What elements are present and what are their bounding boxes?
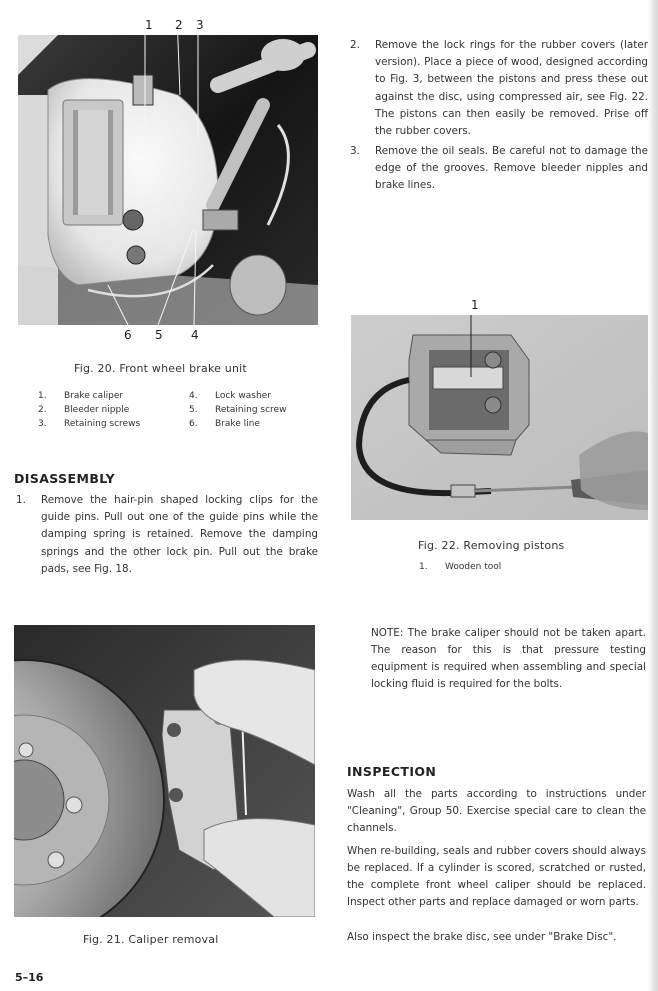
figure-22-legend (419, 560, 570, 574)
legend-num: 3. (38, 419, 47, 429)
page-edge-shadow (648, 0, 658, 991)
step-number: 1. (16, 494, 26, 506)
brake-unit-illustration (18, 35, 318, 325)
note-paragraph: NOTE: The brake caliper should not be taken apart. The reason for this is that pressure testing equipment is required when assembling and special locking fluid is required for the bolts. (371, 627, 646, 690)
inspection-paragraph-3: Also inspect the brake disc, see under "Brake Disc". (347, 931, 617, 943)
legend-label: Wooden tool (445, 562, 502, 572)
legend-num: 5. (189, 405, 198, 415)
inspection-heading: INSPECTION (347, 764, 437, 779)
inspection-paragraph-1: Wash all the parts according to instructions under "Cleaning", Group 50. Exercise special care to clean the channels. (347, 788, 646, 834)
step-text: Remove the oil seals. Be careful not to damage the edge of the grooves. Remove bleeder nipples and brake lines. (375, 145, 648, 192)
caliper-removal-illustration (14, 625, 315, 917)
inspection-paragraph-2: When re-building, seals and rubber covers should always be replaced. If a cylinder is scored, scratched or rusted, the complete front wheel caliper should be replaced. Inspect other parts and replace damaged or worn parts. (347, 845, 646, 908)
legend-num: 4. (189, 391, 198, 401)
callout-1: 1 (471, 298, 479, 312)
legend-label: Lock washer (215, 391, 271, 401)
legend-label: Retaining screw (215, 405, 287, 415)
legend-num: 1. (38, 391, 47, 401)
step-number: 2. (350, 39, 360, 51)
callout-5: 5 (155, 328, 163, 342)
callout-1: 1 (145, 18, 153, 32)
legend-num: 1. (419, 562, 428, 572)
legend-label: Retaining screws (64, 419, 141, 429)
page-number: 5–16 (15, 971, 44, 984)
step-text: Remove the hair-pin shaped locking clips for the guide pins. Pull out one of the guide pins while the damping spring is retained. Remove the damping springs and the other lock pin. Pull out the brake pads, see Fig. 18. (41, 494, 318, 575)
legend-label: Brake line (215, 419, 260, 429)
front-wheel-brake-unit-photo (18, 35, 318, 325)
step-number: 3. (350, 145, 360, 157)
disassembly-step-2 (350, 37, 648, 142)
figure-20-caption: Fig. 20. Front wheel brake unit (74, 362, 247, 375)
figure-21-caption: Fig. 21. Caliper removal (83, 933, 219, 946)
disassembly-heading: DISASSEMBLY (14, 471, 116, 486)
figure-20-legend (38, 389, 340, 431)
disassembly-step-3 (350, 143, 648, 198)
callout-3: 3 (196, 18, 204, 32)
removing-pistons-photo (351, 315, 648, 520)
removing-pistons-illustration (351, 315, 648, 520)
callout-6: 6 (124, 328, 132, 342)
disassembly-step-1 (16, 492, 318, 582)
legend-label: Brake caliper (64, 391, 124, 401)
callout-2: 2 (175, 18, 183, 32)
caliper-removal-photo (14, 625, 315, 917)
legend-num: 6. (189, 419, 198, 429)
callout-4: 4 (191, 328, 199, 342)
legend-label: Bleeder nipple (64, 405, 130, 415)
figure-22-caption: Fig. 22. Removing pistons (418, 539, 565, 552)
step-text: Remove the lock rings for the rubber covers (later version). Place a piece of wood, designed according to Fig. 3, between the pistons and press these out against the disc, using compressed air, see Fig. 22. The pistons can then easily be removed. Prise off the rubber covers. (375, 39, 648, 138)
legend-num: 2. (38, 405, 47, 415)
